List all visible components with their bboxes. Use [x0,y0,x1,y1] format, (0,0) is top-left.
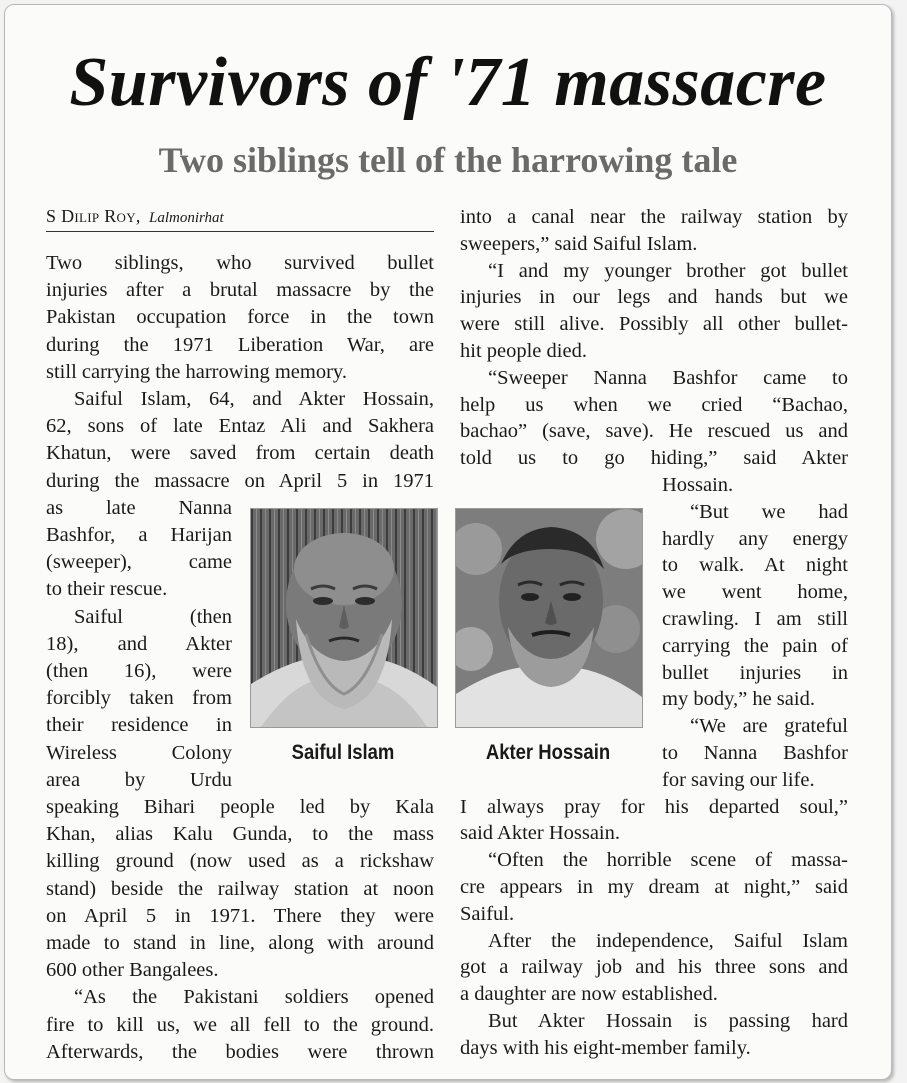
article-text-line: a daughter are now established. [460,983,718,1006]
article-text-line: bullet injuries in [662,661,848,684]
article-text-line: I always pray for his departed soul,” [460,795,848,818]
article-text-line: got a railway job and his three sons and [460,956,848,979]
article-text-line: on April 5 in 1971. There they were [46,904,434,927]
article-text-line: Khatun, were saved from certain death [46,442,434,465]
article-text-line: “As the Pakistani soldiers opened [74,986,434,1009]
article-text-line: fire to kill us, we all fell to the ground. [46,1013,434,1036]
photo-akter-hossain [455,508,643,728]
article-text-line: “Often the horrible scene of massa- [488,849,848,872]
article-text-line: hardly any energy [662,527,848,550]
article-text-line: said Akter Hossain. [460,822,620,845]
article-text-line: told us to go hiding,” said Akter [460,447,848,470]
article-text-line: my body,” he said. [662,688,815,711]
article-text-line: still carrying the harrowing memory. [46,360,347,383]
byline [46,203,434,232]
article-text-line: during the 1971 Liberation War, are [46,333,434,356]
article-text-line: carrying the pain of [662,634,848,657]
article-text-line: 18), and Akter [46,632,232,655]
caption-akter-hossain: Akter Hossain [485,741,611,764]
article-text-line: into a canal near the railway station by [460,206,848,228]
photo-saiful-islam [250,508,438,728]
article-text-line: Khan, alias Kalu Gunda, to the mass [46,823,434,846]
article-text-line: Afterwards, the bodies were thrown [46,1040,434,1063]
article-text-line: injuries in our legs and hands but we [460,286,848,309]
caption-saiful-islam: Saiful Islam [291,741,395,764]
article-text-line: were still alive. Possibly all other bullet- [460,313,848,336]
article-text-line: for saving our life. [662,768,815,791]
article-text-line: Hossain. [662,474,734,496]
article-text-line: to Nanna Bashfor [662,742,848,764]
article-text-line: Saiful. [460,902,515,925]
article-text-line: Wireless Colony [46,741,232,764]
byline-author: S Dilip Roy, [46,206,141,226]
headline: Survivors of '71 massacre [69,44,827,121]
article-text-line: Saiful Islam, 64, and Akter Hossain, [74,388,434,410]
article-text-line: crawling. I am still [662,608,848,630]
article-text-line: “We are grateful [690,715,848,738]
byline-location: Lalmonirhat [148,210,224,226]
article-text-line: we went home, [662,581,848,604]
article-text-line: as late Nanna [46,496,232,519]
article-text-line: area by Urdu [46,768,232,791]
article-text-line: “I and my younger brother got bullet [488,259,848,282]
article-text-line: made to stand in line, along with around [46,932,434,954]
article-text-line: “But we had [690,500,848,523]
article-text-line: After the independence, Saiful Islam [488,929,848,952]
article-text-line: Saiful (then [74,605,232,628]
article-text-line: (sweeper), came [46,551,232,574]
article-text-line: speaking Bihari people led by Kala [46,796,434,818]
article-text-line: forcibly taken from [46,687,232,710]
article-text-line: 600 other Bangalees. [46,959,219,982]
article-text-line: days with his eight-member family. [460,1036,751,1059]
article-text-line: to their rescue. [46,578,168,601]
article-text-line: stand) beside the railway station at noon [46,877,434,900]
subheadline: Two siblings tell of the harrowing tale [158,140,738,180]
article-text-line: their residence in [46,714,232,737]
article-text-line: “Sweeper Nanna Bashfor came to [488,366,848,389]
article-text-line: to walk. At night [662,554,848,577]
portrait-image [251,509,437,727]
article-text-line: bachao” (save, save). He rescued us and [460,420,848,443]
article-text-line: (then 16), were [46,660,232,682]
article-text-line: Two siblings, who survived bullet [46,252,434,274]
article-text-line: during the massacre on April 5 in 1971 [46,469,434,492]
article-text-line: injuries after a brutal massacre by the [46,279,434,302]
article-text-line: 62, sons of late Entaz Ali and Sakhera [46,415,434,438]
article-text-line: Pakistan occupation force in the town [46,306,434,329]
article-text-line: sweepers,” said Saiful Islam. [460,232,698,255]
article-text-line: killing ground (now used as a rickshaw [46,850,434,873]
article-text-line: But Akter Hossain is passing hard [488,1010,848,1032]
article-text-line: cre appears in my dream at night,” said [460,876,848,898]
article-text-line: hit people died. [460,340,587,362]
portrait-image [456,509,642,727]
article-text-line: Bashfor, a Harijan [46,524,232,546]
article-text-line: help us when we cried “Bachao, [460,393,848,416]
